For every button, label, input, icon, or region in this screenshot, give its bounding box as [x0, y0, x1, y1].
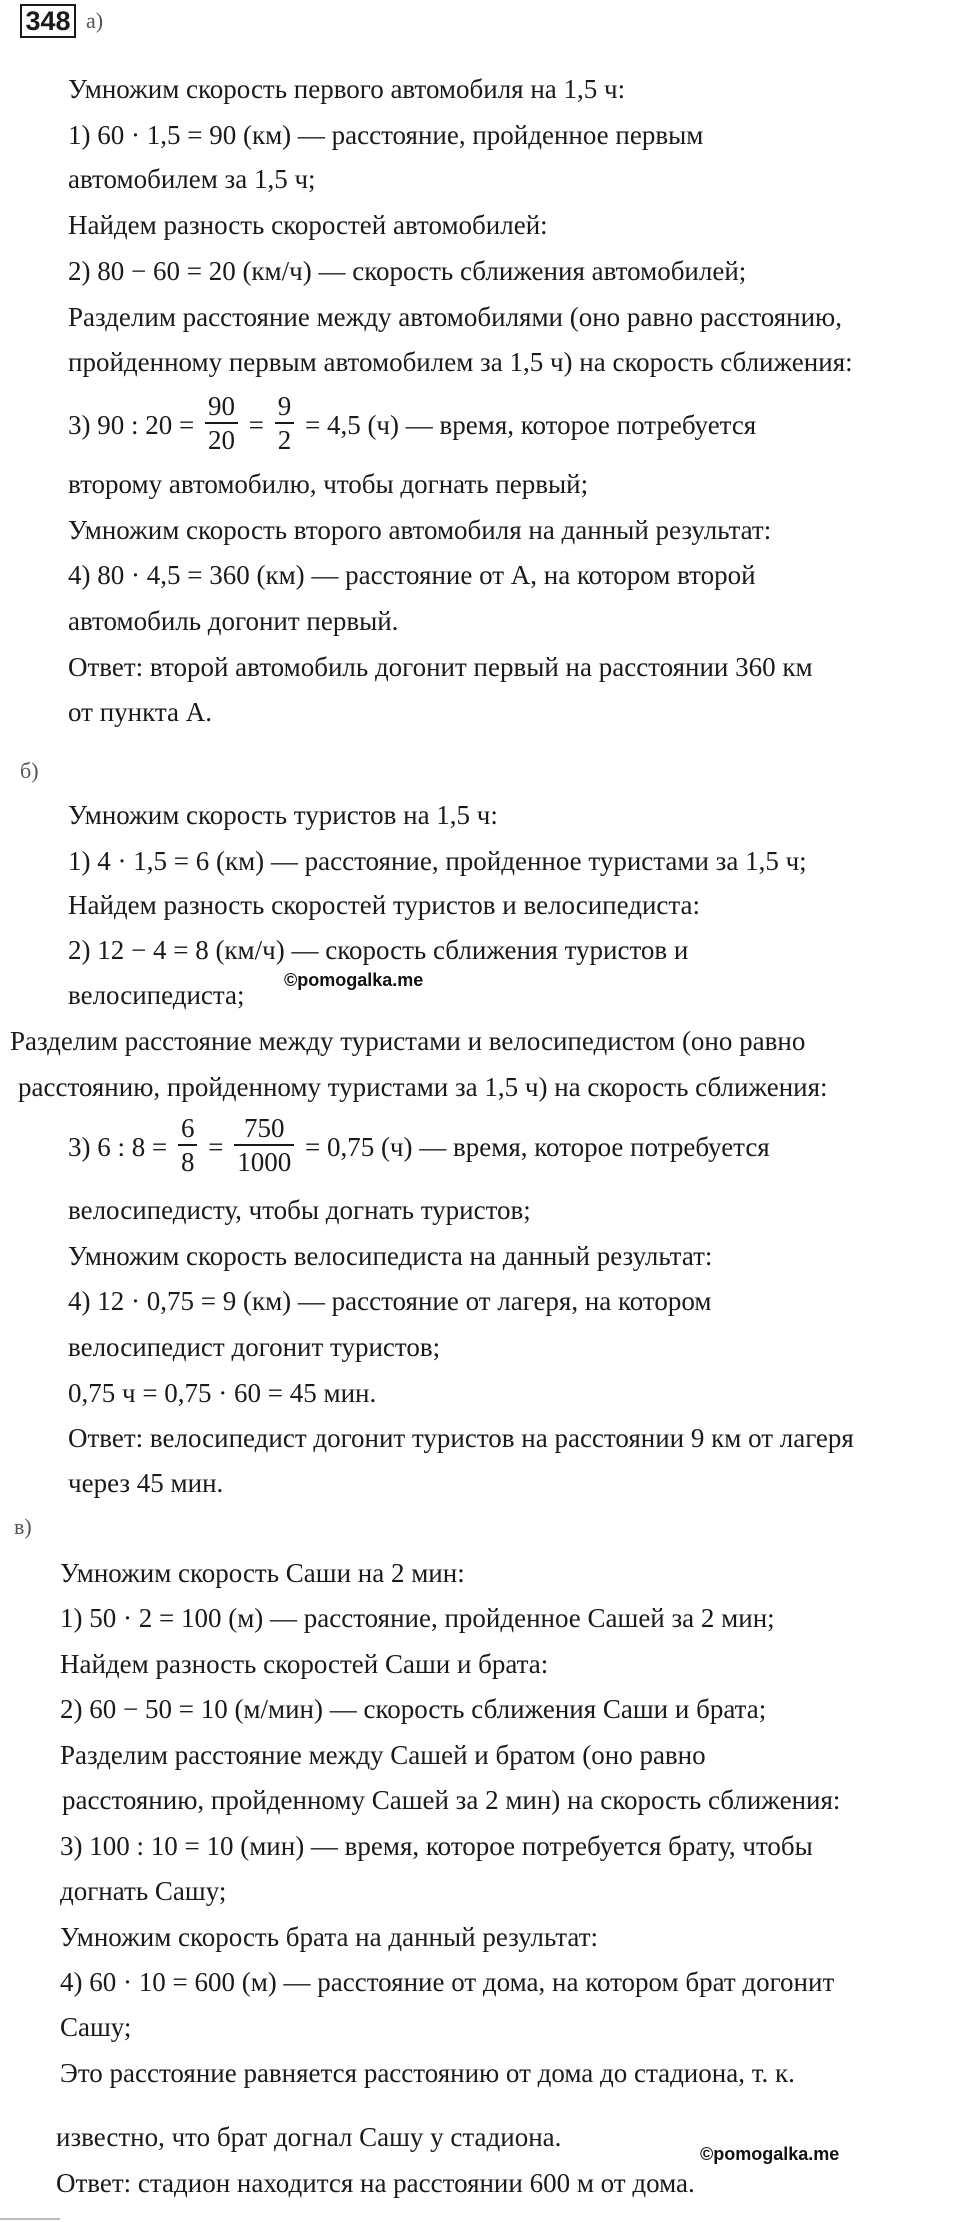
- fraction-denominator: 1000: [237, 1147, 292, 1177]
- part-c-line: Это расстояние равняется расстоянию от дома до стадиона, т. к.: [60, 2058, 795, 2088]
- equation-prefix: 3) 6 : 8 =: [68, 1131, 168, 1162]
- part-c-line: Умножим скорость брата на данный результат:: [60, 1922, 599, 1952]
- part-c-line: 3) 100 : 10 = 10 (мин) — время, которое потребуется брату, чтобы: [60, 1831, 813, 1861]
- part-c-line: известно, что брат догнал Сашу у стадиона.: [56, 2122, 562, 2152]
- equals-sign: =: [208, 1131, 224, 1162]
- part-a-line: второму автомобилю, чтобы догнать первый;: [68, 469, 589, 499]
- part-c-line: Умножим скорость Саши на 2 мин:: [60, 1558, 465, 1588]
- equation-prefix: 3) 90 : 20 =: [68, 409, 195, 440]
- fraction-denominator: 8: [180, 1147, 195, 1177]
- fraction-numerator: 750: [234, 1112, 294, 1146]
- part-b-line: 1) 4 · 1,5 = 6 (км) — расстояние, пройденное туристами за 1,5 ч;: [68, 846, 807, 876]
- part-b-line: Найдем разность скоростей туристов и велосипедиста:: [68, 890, 701, 920]
- part-c-line: 1) 50 · 2 = 100 (м) — расстояние, пройденное Сашей за 2 мин;: [60, 1603, 775, 1633]
- part-a-answer: Ответ: второй автомобиль догонит первый на расстоянии 360 км: [68, 652, 813, 682]
- fraction-denominator: 20: [207, 425, 235, 455]
- part-b-answer: Ответ: велосипедист догонит туристов на расстоянии 9 км от лагеря: [68, 1423, 854, 1453]
- part-c-line: Сашу;: [60, 2012, 132, 2042]
- part-b-line: 0,75 ч = 0,75 · 60 = 45 мин.: [68, 1378, 377, 1408]
- fraction-denominator: 2: [277, 425, 292, 455]
- fraction-numerator: 9: [275, 390, 295, 424]
- part-c-line: расстоянию, пройденному Сашей за 2 мин) на скорость сближения:: [62, 1785, 841, 1815]
- watermark: ©pomogalka.me: [284, 970, 424, 990]
- part-c-answer: Ответ: стадион находится на расстоянии 600 м от дома.: [56, 2168, 695, 2198]
- watermark: ©pomogalka.me: [700, 2144, 840, 2164]
- part-c-line: Найдем разность скоростей Саши и брата:: [60, 1649, 549, 1679]
- equals-sign: =: [248, 409, 264, 440]
- fraction-numerator: 6: [178, 1112, 198, 1146]
- equation-suffix: = 0,75 (ч) — время, которое потребуется: [304, 1131, 770, 1162]
- part-c-line: 2) 60 − 50 = 10 (м/мин) — скорость сближения Саши и брата;: [60, 1694, 767, 1724]
- fraction: [234, 1112, 294, 1178]
- part-c-line: Разделим расстояние между Сашей и братом (оно равно: [60, 1740, 706, 1770]
- part-a-line: автомобиль догонит первый.: [68, 606, 399, 636]
- fraction-numerator: 90: [205, 390, 238, 424]
- part-b-line: велосипедисту, чтобы догнать туристов;: [68, 1195, 531, 1225]
- part-b-line: расстоянию, пройденному туристами за 1,5 ч) на скорость сближения:: [18, 1072, 828, 1102]
- part-a-letter: а): [86, 8, 104, 33]
- divider: [0, 2218, 60, 2220]
- part-c-line: 4) 60 · 10 = 600 (м) — расстояние от дома, на котором брат догонит: [60, 1967, 835, 1997]
- part-c-line: догнать Сашу;: [60, 1876, 227, 1906]
- part-a-step3: [68, 392, 756, 458]
- part-a-line: Умножим скорость первого автомобиля на 1,5 ч:: [68, 74, 626, 104]
- part-b-line: Разделим расстояние между туристами и велосипедистом (оно равно: [10, 1026, 806, 1056]
- part-a-line: 2) 80 − 60 = 20 (км/ч) — скорость сближения автомобилей;: [68, 256, 747, 286]
- part-a-line: 4) 80 · 4,5 = 360 (км) — расстояние от А, на котором второй: [68, 560, 756, 590]
- part-c-letter: в): [14, 1514, 32, 1539]
- problem-number: 348: [20, 4, 76, 38]
- part-a-line: Найдем разность скоростей автомобилей:: [68, 210, 548, 240]
- part-a-line: Умножим скорость второго автомобиля на данный результат:: [68, 515, 772, 545]
- part-a-line: Разделим расстояние между автомобилями (оно равно расстоянию,: [68, 302, 842, 332]
- part-b-line: Умножим скорость туристов на 1,5 ч:: [68, 800, 498, 830]
- part-b-line: велосипедист догонит туристов;: [68, 1332, 441, 1362]
- part-b-line: 2) 12 − 4 = 8 (км/ч) — скорость сближения туристов и: [68, 935, 689, 965]
- fraction: [178, 1112, 198, 1178]
- part-b-answer: через 45 мин.: [68, 1468, 224, 1498]
- part-a-line: 1) 60 · 1,5 = 90 (км) — расстояние, пройденное первым: [68, 120, 704, 150]
- part-b-line: Умножим скорость велосипедиста на данный результат:: [68, 1241, 713, 1271]
- part-b-letter: б): [20, 758, 39, 783]
- part-b-line: 4) 12 · 0,75 = 9 (км) — расстояние от лагеря, на котором: [68, 1286, 712, 1316]
- part-a-line: автомобилем за 1,5 ч;: [68, 164, 316, 194]
- fraction: [275, 390, 295, 456]
- part-a-line: пройденному первым автомобилем за 1,5 ч) на скорость сближения:: [68, 347, 853, 377]
- part-b-step3: [68, 1114, 770, 1180]
- equation-suffix: = 4,5 (ч) — время, которое потребуется: [304, 409, 757, 440]
- fraction: [205, 390, 238, 456]
- part-b-line: велосипедиста;: [68, 980, 245, 1010]
- part-a-answer: от пункта А.: [68, 697, 212, 727]
